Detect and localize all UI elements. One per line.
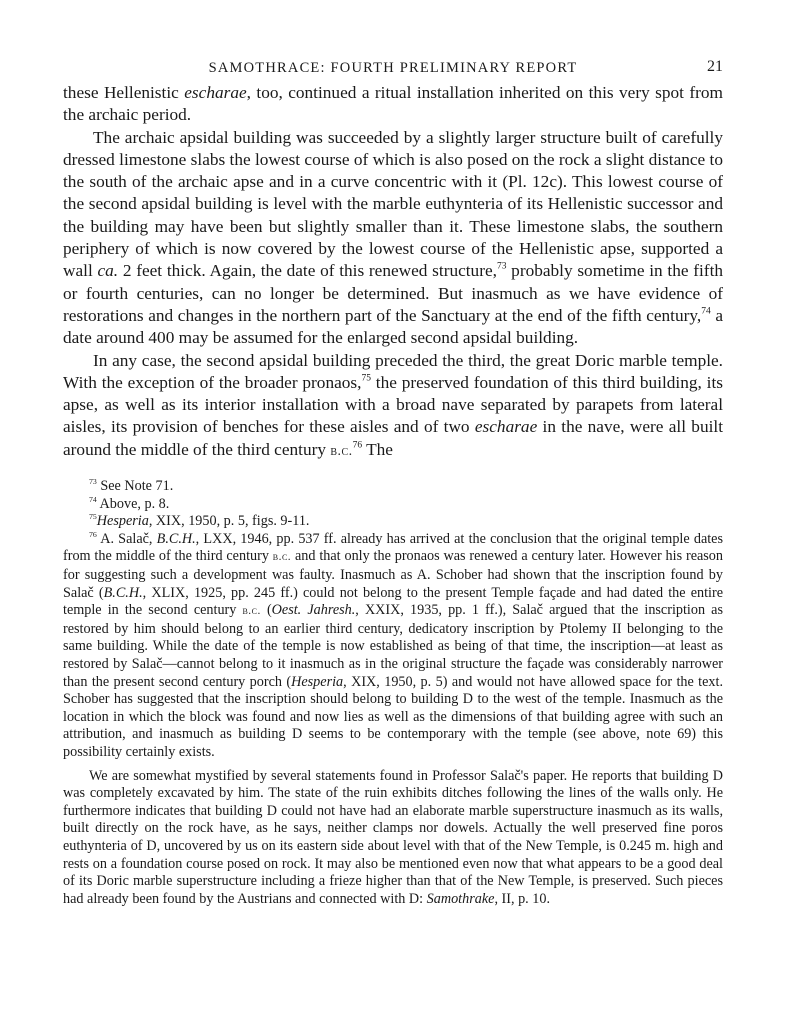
paragraph-1: these Hellenistic escharae, too, continued a ritual installation inherited on this very spot from the archaic period. <box>63 83 724 125</box>
footnote-75: $^{75}$Hesperia, XIX, 1950, p. 5, figs. 9-11. <box>89 512 310 530</box>
footnote-ref-75[interactable]: 75 <box>361 373 371 384</box>
footnote-76: $^{76}$ A. Salač, B.C.H., LXX, 1946, pp. 537 ff. already has arrived at the conclusion that the original temple dates from the middle of the third century b.c. and that only the pronaos was renewed a century later. However his reason for suggesting such a development was faulty. Inasmuch as A. Schober had shown that the inscription found by Salač (B.C.H., XLIX, 1925, pp. 245 ff.) could not belong to the present Temple façade and had dated the entire temple in the second century b.c. (Oest. Jahresh., XXIX, 1935, pp. 1 ff.), Salač argued that the inscription as restored by him should belong to an earlier third century, dedicatory inscription by Ptolemy II belonging to the same building. While the date of the temple is now established as being of that time, the inscription—at least as restored by Salač—cannot belong to it inasmuch as in the original structure the façade was considerably narrower than the present second century porch (Hesperia, XIX, 1950, p. 5) and would not have allowed space for the text. Schober has suggested that the inscription should belong to building D to the west of the temple. Inasmuch as the location in which the block was found and now lies as well as the dimensions of that building agree with such an attribution, and inasmuch as building D seems to be contemporary with the temple (see above, note 69) this possibility certainly exists. <box>63 529 724 760</box>
page-number: 21 <box>707 58 723 75</box>
running-title: SAMOTHRACE: FOURTH PRELIMINARY REPORT <box>208 60 578 76</box>
footnote-ref-73[interactable]: 73 <box>496 261 507 272</box>
paragraph-3: In any case, the second apsidal building preceded the third, the great Doric marble temple. With the exception of the broader pronaos,$^{75}$ the preserved foundation of this third building, its apse, as well as its interior installation with a broad nave separated by parapets from lateral aisles, its provision of benches for these aisles and of two escharae in the nave, were all built around the middle of the third century b.c.$^{76}$ The <box>63 350 723 459</box>
footnote-73: $^{73}$ See Note 71. <box>89 476 174 495</box>
footnote-ref-76[interactable]: 76 <box>352 440 363 451</box>
footnote-74: $^{74}$ Above, p. 8. <box>89 494 170 512</box>
page-header <box>63 58 723 82</box>
page <box>63 58 723 908</box>
paragraph-2: The archaic apsidal building was succeeded by a slightly larger structure built of carefully dressed limestone slabs the lowest course of which is also posed on the rock a slight distance to the south of the archaic apse and in a curve concentric with it (Pl. 12c). This lowest course of the second apsidal building is level with the marble euthynteria of its Hellenistic successor and the building may have been but slightly smaller than it. These limestone slabs, the southern periphery of which is now covered by the lowest course of the Hellenistic apse, supported a wall ca. 2 feet thick. Again, the date of this renewed structure,$^{73}$ probably sometime in the fifth or fourth centuries, can no longer be determined. But inasmuch as we have evidence of restorations and changes in the northern part of the Sanctuary at the end of the fifth century,$^{74}$ a date around 400 may be assumed for the enlarged second apsidal building. <box>63 127 724 348</box>
footnotes <box>63 478 723 908</box>
footnote-76-continued: We are somewhat mystified by several statements found in Professor Salač's paper. He reports that building D was completely excavated by him. The state of the ruin exhibits ditches following the lines of the walls only. He furthermore indicates that building D could not have had an elaborate marble superstructure inasmuch as its walls, built directly on the rock have, as he says, neither clamps nor dowels. Actually the well preserved fine poros euthynteria of D, uncovered by us on its eastern side about level with that of the New Temple, is 0.245 m. high and rests on a foundation course posed on rock. It may also be mentioned even now that what appears to be a good deal of its Doric marble superstructure including a frieze higher than that of the New Temple, is preserved. Such pieces had already been found by the Austrians and connected with D: Samothrake, II, p. 10. <box>63 767 723 907</box>
footnote-ref-74[interactable]: 74 <box>701 306 711 317</box>
body-text <box>63 82 723 462</box>
